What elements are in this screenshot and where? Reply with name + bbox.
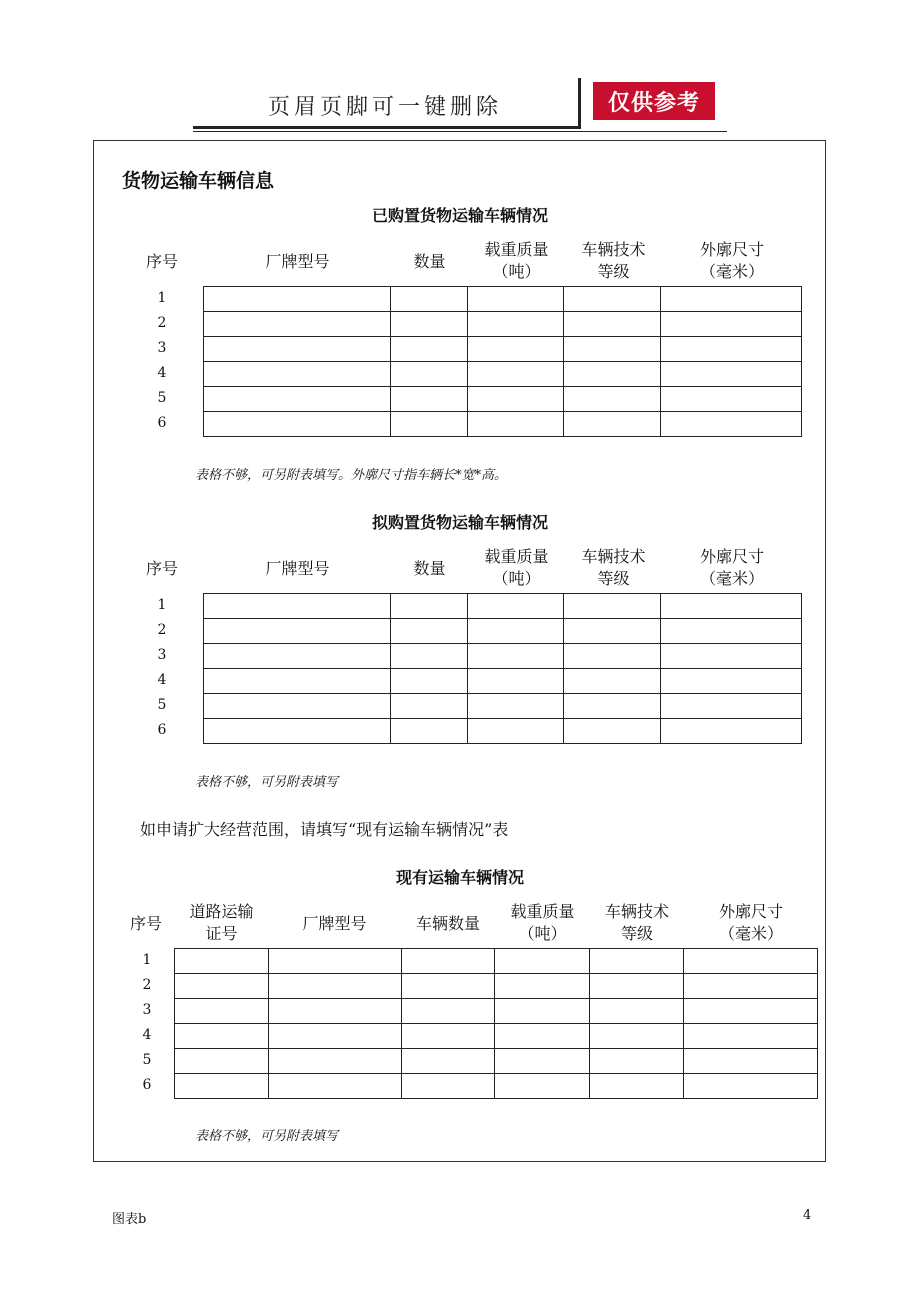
table3-header-seq: 序号 [129, 914, 162, 933]
table3-header-size-line2: （毫米） [718, 924, 783, 943]
table-cell[interactable] [390, 719, 467, 744]
table-cell[interactable] [467, 337, 564, 362]
table-cell[interactable] [390, 412, 467, 437]
table-row [175, 999, 818, 1024]
header-rule [193, 126, 581, 129]
table-cell[interactable] [204, 619, 391, 644]
table3-header-load-line2: （吨） [518, 924, 567, 943]
table-cell[interactable] [390, 594, 467, 619]
table-cell[interactable] [204, 669, 391, 694]
table1-title: 已购置货物运输车辆情况 [371, 206, 548, 225]
table2-header-seq: 序号 [145, 559, 178, 578]
table2-row-number: 5 [157, 697, 167, 713]
table-cell[interactable] [390, 362, 467, 387]
table2-title: 拟购置货物运输车辆情况 [371, 513, 548, 532]
table-row [204, 412, 802, 437]
table3-header-brand: 厂牌型号 [302, 914, 367, 933]
table3-header-grade-line1: 车辆技术 [604, 902, 669, 921]
table3-header-load [495, 901, 590, 945]
instruction-paragraph: 如申请扩大经营范围，请填写“现有运输车辆情况”表 [140, 820, 509, 839]
table1-row-number: 4 [157, 365, 167, 381]
table2-row-number: 4 [157, 672, 167, 688]
table3-header-qty: 车辆数量 [415, 914, 480, 933]
table2-header-qty: 数量 [413, 559, 446, 578]
table1-header-size-line1: 外廓尺寸 [699, 240, 764, 259]
table-cell[interactable] [684, 1024, 818, 1049]
table1-header-load-line1: 载重质量 [484, 240, 549, 259]
table2-note: 表格不够，可另附表填写 [195, 775, 339, 790]
table-cell[interactable] [564, 387, 661, 412]
table-cell[interactable] [564, 669, 661, 694]
table-cell[interactable] [661, 412, 802, 437]
table2-header-size-line1: 外廓尺寸 [699, 547, 764, 566]
table2-header-size [662, 546, 802, 590]
table-cell[interactable] [661, 312, 802, 337]
table2-header-brand: 厂牌型号 [265, 559, 330, 578]
table-cell[interactable] [467, 412, 564, 437]
table-row [204, 669, 802, 694]
table1-header-size-line2: （毫米） [699, 262, 764, 281]
table-cell[interactable] [467, 694, 564, 719]
table2-header-grade-line2: 等级 [597, 569, 630, 588]
page-number: 4 [803, 1208, 812, 1223]
table-cell[interactable] [401, 999, 495, 1024]
table3-header-size-line1: 外廓尺寸 [718, 902, 783, 921]
table-row [175, 1024, 818, 1049]
table2-header-load-line1: 载重质量 [484, 547, 549, 566]
section-title: 货物运输车辆信息 [122, 170, 275, 192]
table1-row-number: 6 [157, 415, 167, 431]
table3-title: 现有运输车辆情况 [395, 868, 524, 887]
table-cell[interactable] [268, 1049, 401, 1074]
table-cell[interactable] [564, 594, 661, 619]
table-cell[interactable] [564, 337, 661, 362]
table-cell[interactable] [175, 974, 269, 999]
table1-grid [203, 286, 802, 437]
table2-grid [203, 593, 802, 744]
table-cell[interactable] [467, 619, 564, 644]
table-cell[interactable] [661, 387, 802, 412]
table-row [204, 694, 802, 719]
table-cell[interactable] [495, 1074, 590, 1099]
table-row [175, 1074, 818, 1099]
table2-row-number: 1 [157, 597, 167, 613]
table-cell[interactable] [590, 999, 684, 1024]
table3-header-size [684, 901, 818, 945]
table-row [175, 949, 818, 974]
table-row [204, 287, 802, 312]
table3-row-number: 6 [142, 1077, 152, 1093]
table-cell[interactable] [204, 337, 391, 362]
table-cell[interactable] [268, 1074, 401, 1099]
table1-header-qty: 数量 [413, 252, 446, 271]
table1-row-number: 5 [157, 390, 167, 406]
table-cell[interactable] [564, 412, 661, 437]
table1-row-number: 1 [157, 290, 167, 306]
page-header-text: 页眉页脚可一键删除 [268, 95, 503, 120]
table-cell[interactable] [661, 644, 802, 669]
table2-header-size-line2: （毫米） [699, 569, 764, 588]
table1-note: 表格不够，可另附表填写。外廓尺寸指车辆长*宽*高。 [195, 468, 508, 483]
table-cell[interactable] [175, 1049, 269, 1074]
table-cell[interactable] [175, 949, 269, 974]
table-cell[interactable] [661, 337, 802, 362]
table-cell[interactable] [204, 362, 391, 387]
table-row [204, 619, 802, 644]
table-cell[interactable] [684, 1074, 818, 1099]
table-cell[interactable] [590, 949, 684, 974]
table-cell[interactable] [204, 287, 391, 312]
table1-row-number: 2 [157, 315, 167, 331]
table3-row-number: 5 [142, 1052, 152, 1068]
table-cell[interactable] [204, 694, 391, 719]
table-row [204, 312, 802, 337]
table3-header-grade-line2: 等级 [620, 924, 653, 943]
table-cell[interactable] [467, 312, 564, 337]
table-row [204, 644, 802, 669]
table-cell[interactable] [495, 949, 590, 974]
table-cell[interactable] [401, 949, 495, 974]
table3-header-load-line1: 载重质量 [510, 902, 575, 921]
table-cell[interactable] [204, 719, 391, 744]
table2-header-grade [565, 546, 662, 590]
table3-note: 表格不够，可另附表填写 [195, 1129, 339, 1144]
header-rule-thin [193, 131, 727, 132]
table-cell[interactable] [204, 644, 391, 669]
table-cell[interactable] [268, 974, 401, 999]
table-cell[interactable] [467, 594, 564, 619]
table1-header-load [468, 239, 565, 283]
table1-header-brand: 厂牌型号 [265, 252, 330, 271]
table2-header-load [468, 546, 565, 590]
table-cell[interactable] [175, 1074, 269, 1099]
table1-header-grade-line1: 车辆技术 [581, 240, 646, 259]
table-cell[interactable] [467, 287, 564, 312]
table-cell[interactable] [564, 287, 661, 312]
table-cell[interactable] [495, 1049, 590, 1074]
table-row [175, 1049, 818, 1074]
table-cell[interactable] [175, 1024, 269, 1049]
table-cell[interactable] [684, 949, 818, 974]
table-cell[interactable] [204, 412, 391, 437]
table-cell[interactable] [401, 974, 495, 999]
table-cell[interactable] [564, 719, 661, 744]
table-cell[interactable] [590, 1049, 684, 1074]
table3-row-number: 3 [142, 1002, 152, 1018]
table-cell[interactable] [661, 694, 802, 719]
table-cell[interactable] [467, 719, 564, 744]
table-row [204, 594, 802, 619]
table-cell[interactable] [390, 337, 467, 362]
table3-row-number: 4 [142, 1027, 152, 1043]
table-cell[interactable] [467, 387, 564, 412]
table-cell[interactable] [684, 1049, 818, 1074]
table-cell[interactable] [467, 669, 564, 694]
table-cell[interactable] [564, 644, 661, 669]
table3-row-number: 2 [142, 977, 152, 993]
table-cell[interactable] [401, 1024, 495, 1049]
table2-row-number: 3 [157, 647, 167, 663]
table-cell[interactable] [268, 999, 401, 1024]
table3-header-permit [175, 901, 268, 945]
table-cell[interactable] [684, 974, 818, 999]
table-cell[interactable] [495, 999, 590, 1024]
table-cell[interactable] [661, 362, 802, 387]
table-row [204, 337, 802, 362]
table2-header-grade-line1: 车辆技术 [581, 547, 646, 566]
table1-header-load-line2: （吨） [492, 262, 541, 281]
table-cell[interactable] [495, 1024, 590, 1049]
table-cell[interactable] [564, 362, 661, 387]
table3-grid [174, 948, 818, 1099]
table-row [204, 387, 802, 412]
table-cell[interactable] [564, 312, 661, 337]
table-row [175, 974, 818, 999]
table1-header-grade [565, 239, 662, 283]
table2-row-number: 2 [157, 622, 167, 638]
table2-header-load-line2: （吨） [492, 569, 541, 588]
table1-header-grade-line2: 等级 [597, 262, 630, 281]
table-cell[interactable] [590, 1074, 684, 1099]
table-cell[interactable] [401, 1049, 495, 1074]
footer-caption: 图表b [112, 1212, 147, 1227]
table1-header-size [662, 239, 802, 283]
header-divider [578, 78, 581, 128]
table-cell[interactable] [204, 594, 391, 619]
table-cell[interactable] [175, 999, 269, 1024]
table-cell[interactable] [390, 287, 467, 312]
table-cell[interactable] [401, 1074, 495, 1099]
table-cell[interactable] [390, 644, 467, 669]
table-cell[interactable] [204, 312, 391, 337]
table1-header-seq: 序号 [145, 252, 178, 271]
table-cell[interactable] [204, 387, 391, 412]
table-cell[interactable] [390, 312, 467, 337]
table-cell[interactable] [390, 387, 467, 412]
table-cell[interactable] [661, 594, 802, 619]
table3-header-grade [590, 901, 684, 945]
table-cell[interactable] [467, 362, 564, 387]
table-cell[interactable] [268, 1024, 401, 1049]
reference-stamp: 仅供参考 [593, 82, 715, 120]
table3-header-permit-line1: 道路运输 [189, 902, 254, 921]
table-cell[interactable] [390, 694, 467, 719]
table-cell[interactable] [467, 644, 564, 669]
table-cell[interactable] [495, 974, 590, 999]
table3-row-number: 1 [142, 952, 152, 968]
table-cell[interactable] [661, 719, 802, 744]
table-cell[interactable] [590, 974, 684, 999]
table-cell[interactable] [661, 619, 802, 644]
table-cell[interactable] [590, 1024, 684, 1049]
table3-header-permit-line2: 证号 [205, 924, 238, 943]
table-row [204, 362, 802, 387]
table-row [204, 719, 802, 744]
table-cell[interactable] [684, 999, 818, 1024]
table-cell[interactable] [661, 669, 802, 694]
table2-row-number: 6 [157, 722, 167, 738]
table1-row-number: 3 [157, 340, 167, 356]
table-cell[interactable] [564, 619, 661, 644]
table-cell[interactable] [661, 287, 802, 312]
table-cell[interactable] [268, 949, 401, 974]
table-cell[interactable] [390, 669, 467, 694]
table-cell[interactable] [390, 619, 467, 644]
table-cell[interactable] [564, 694, 661, 719]
